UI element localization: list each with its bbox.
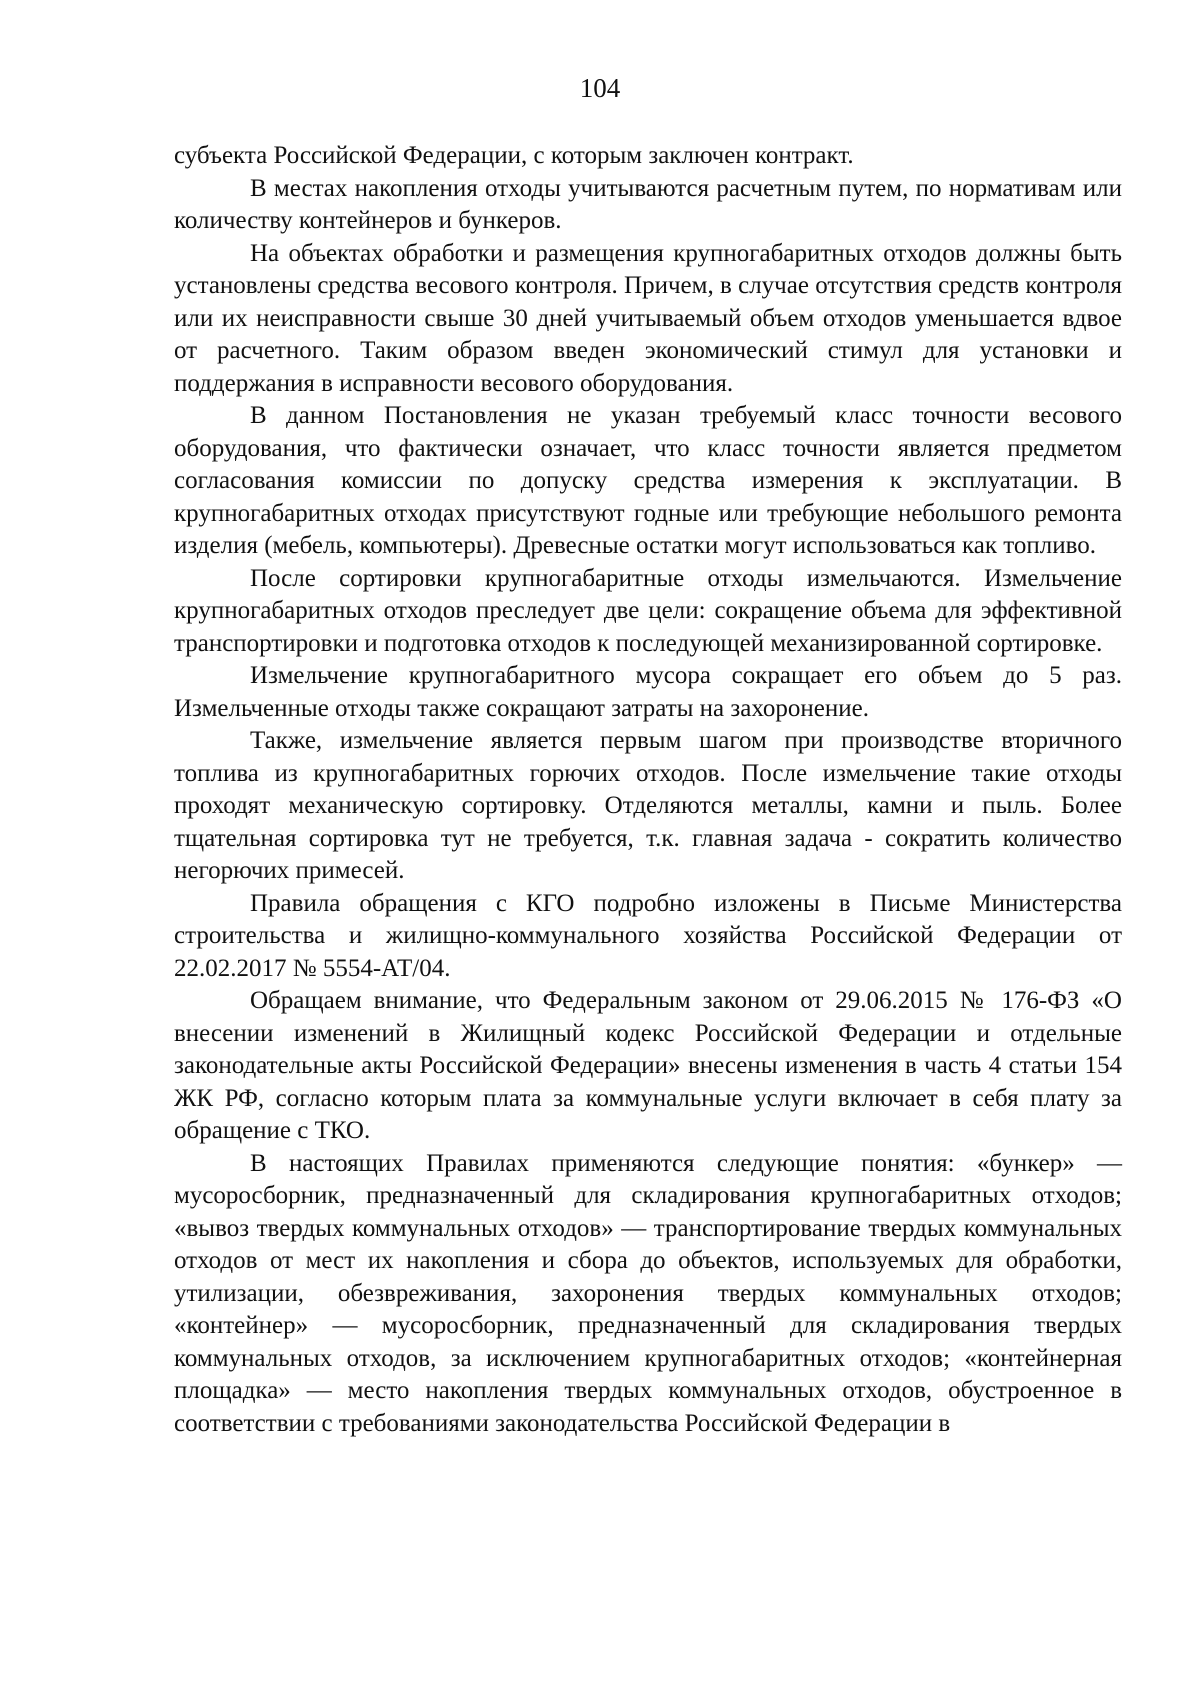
paragraph-definitions: В настоящих Правилах применяются следующие понятия: «бункер» — мусоросборник, предназначенный для складирования крупногабаритных отходов; «вывоз твердых коммунальных отходов» — транспортирование твердых коммунальных отходов от мест их накопления и сбора до объектов, используемых для обработки, утилизации, обезвреживания, захоронения твердых коммунальных отходов; «контейнер» — мусоросборник, предназначенный для складирования твердых коммунальных отходов, за исключением крупногабаритных отходов; «контейнерная площадка» — место накопления твердых коммунальных отходов, обустроенное в соответствии с требованиями законодательства Российской Федерации в xyxy=(174,1149,1122,1437)
paragraph-accounting-at-accumulation-sites: В местах накопления отходы учитываются расчетным путем, по нормативам или количеству контейнеров и бункеров. xyxy=(174,174,1122,234)
paragraph-secondary-fuel: Также, измельчение является первым шагом при производстве вторичного топлива из крупногабаритных горючих отходов. После измельчение такие отходы проходят механическую сортировку. Отделяются металлы, камни и пыль. Более тщательная сортировка тут не требуется, т.к. главная задача - сократить количество негорючих примесей. xyxy=(174,727,1122,884)
document-body xyxy=(174,140,1122,1440)
paragraph-accuracy-class: В данном Постановления не указан требуемый класс точности весового оборудования, что фактически означает, что класс точности является предметом согласования комиссии по допуску средства измерения к эксплуатации. В крупногабаритных отходах присутствуют годные или требующие небольшого ремонта изделия (мебель, компьютеры). Древесные остатки могут использоваться как топливо. xyxy=(174,402,1122,559)
paragraph-kgo-rules: Правила обращения с КГО подробно изложены в Письме Министерства строительства и жилищно-коммунального хозяйства Российской Федерации от 22.02.2017 № 5554-АТ/04. xyxy=(174,889,1122,982)
paragraph-federal-law: Обращаем внимание, что Федеральным законом от 29.06.2015 № 176-ФЗ «О внесении изменений в Жилищный кодекс Российской Федерации и отдельные законодательные акты Российской Федерации» внесены изменения в часть 4 статьи 154 ЖК РФ, согласно которым плата за коммунальные услуги включает в себя плату за обращение с ТКО. xyxy=(174,987,1122,1144)
paragraph-continuation: субъекта Российской Федерации, с которым заключен контракт. xyxy=(174,142,854,169)
page-number: 104 xyxy=(579,73,621,103)
paragraph-shredding-goals: После сортировки крупногабаритные отходы измельчаются. Измельчение крупногабаритных отходов преследует две цели: сокращение объема для эффективной транспортировки и подготовка отходов к последующей механизированной сортировке. xyxy=(174,564,1122,657)
paragraph-weight-control: На объектах обработки и размещения крупногабаритных отходов должны быть установлены средства весового контроля. Причем, в случае отсутствия средств контроля или их неисправности свыше 30 дней учитываемый объем отходов уменьшается вдвое от расчетного. Таким образом введен экономический стимул для установки и поддержания в исправности весового оборудования. xyxy=(174,239,1122,397)
paragraph-volume-reduction: Измельчение крупногабаритного мусора сокращает его объем до 5 раз. Измельченные отходы также сокращают затраты на захоронение. xyxy=(174,662,1122,722)
